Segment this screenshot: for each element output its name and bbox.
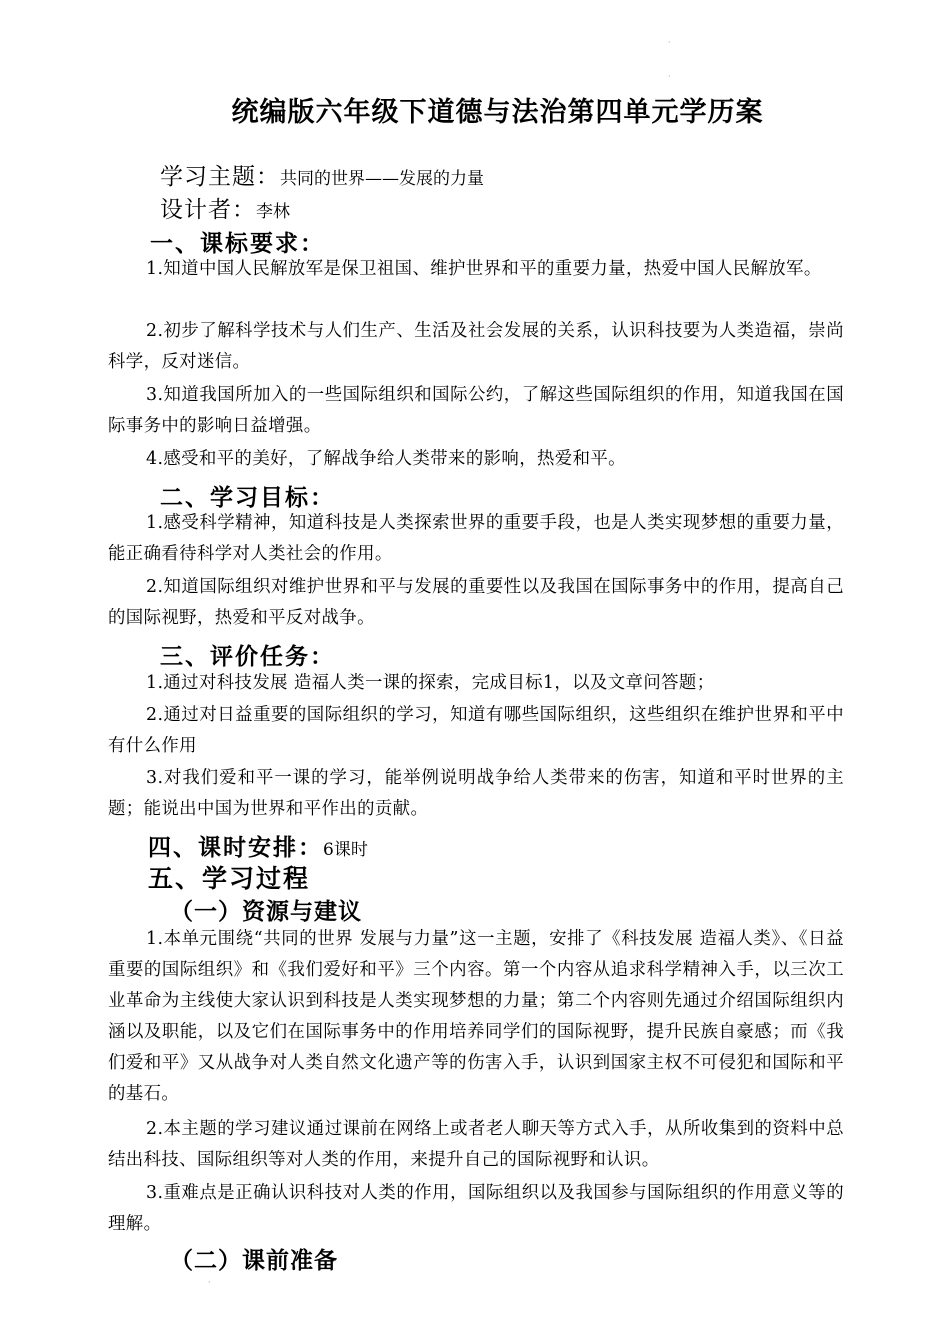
scan-mark: · <box>208 1278 211 1287</box>
paragraph: 3.对我们爱和平一课的学习，能举例说明战争给人类带来的伤害，知道和平时世界的主题；能说出中国为世界和平作出的贡献。 <box>108 768 844 819</box>
scan-mark: · <box>668 72 671 81</box>
paragraph: 1.知道中国人民解放军是保卫祖国、维护世界和平的重要力量，热爱中国人民解放军。 <box>146 259 822 279</box>
paragraph: 2.初步了解科学技术与人们生产、生活及社会发展的关系，认识科技要为人类造福，崇尚科学，反对迷信。 <box>108 321 844 372</box>
paragraph: 1.本单元围绕“共同的世界 发展与力量”这一主题，安排了《科技发展 造福人类》、《日益重要的国际组织》和《我们爱好和平》三个内容。第一个内容从追求科学精神入手，以三次工业革命为主线使大家认识到科技是人类实现梦想的力量；第二个内容则先通过介绍国际组织内涵以及职能，以及它们在国际事务中的作用培养同学们的国际视野，提升民族自豪感；而《我们爱和平》又从战争对人类自然文化遗产等的伤害入手，认识到国家主权不可侵犯和国际和平的基石。 <box>108 929 844 1104</box>
schedule-label: 四、课时安排： <box>148 835 323 861</box>
paragraph: 3.重难点是正确认识科技对人类的作用，国际组织以及我国参与国际组织的作用意义等的理解。 <box>108 1183 844 1234</box>
section-heading-process: 五、学习过程 <box>148 864 311 893</box>
learning-theme <box>160 158 484 191</box>
paragraph: 4.感受和平的美好，了解战争给人类带来的影响，热爱和平。 <box>146 449 626 469</box>
scan-mark: · <box>668 38 671 47</box>
section-heading-curriculum: 一、课标要求： <box>150 231 325 257</box>
section-heading-schedule <box>148 829 368 862</box>
paragraph: 1.感受科学精神，知道科技是人类探索世界的重要手段，也是人类实现梦想的重要力量，能正确看待科学对人类社会的作用。 <box>108 513 844 564</box>
subsection-heading-preparation: （二）课前准备 <box>170 1248 338 1274</box>
learning-theme-label: 学习主题： <box>160 164 280 190</box>
paragraph: 2.知道国际组织对维护世界和平与发展的重要性以及我国在国际事务中的作用，提高自己的国际视野，热爱和平反对战争。 <box>108 577 844 628</box>
learning-theme-value: 共同的世界——发展的力量 <box>280 169 484 189</box>
section-heading-assessment: 三、评价任务： <box>160 644 335 670</box>
schedule-value: 6课时 <box>323 840 368 860</box>
paragraph: 2.通过对日益重要的国际组织的学习，知道有哪些国际组织，这些组织在维护世界和平中有什么作用 <box>108 705 844 756</box>
document-title: 统编版六年级下道德与法治第四单元学历案 <box>231 97 764 128</box>
paragraph: 3.知道我国所加入的一些国际组织和国际公约，了解这些国际组织的作用，知道我国在国际事务中的影响日益增强。 <box>108 385 844 436</box>
subsection-heading-resources: （一）资源与建议 <box>170 899 362 925</box>
designer <box>160 191 290 224</box>
designer-value: 李林 <box>256 202 290 222</box>
section-heading-objectives: 二、学习目标： <box>160 485 335 511</box>
paragraph: 1.通过对科技发展 造福人类一课的探索，完成目标1，以及文章问答题； <box>146 673 715 693</box>
designer-label: 设计者： <box>160 197 256 223</box>
paragraph: 2.本主题的学习建议通过课前在网络上或者老人聊天等方式入手，从所收集到的资料中总结出科技、国际组织等对人类的作用，来提升自己的国际视野和认识。 <box>108 1119 844 1170</box>
